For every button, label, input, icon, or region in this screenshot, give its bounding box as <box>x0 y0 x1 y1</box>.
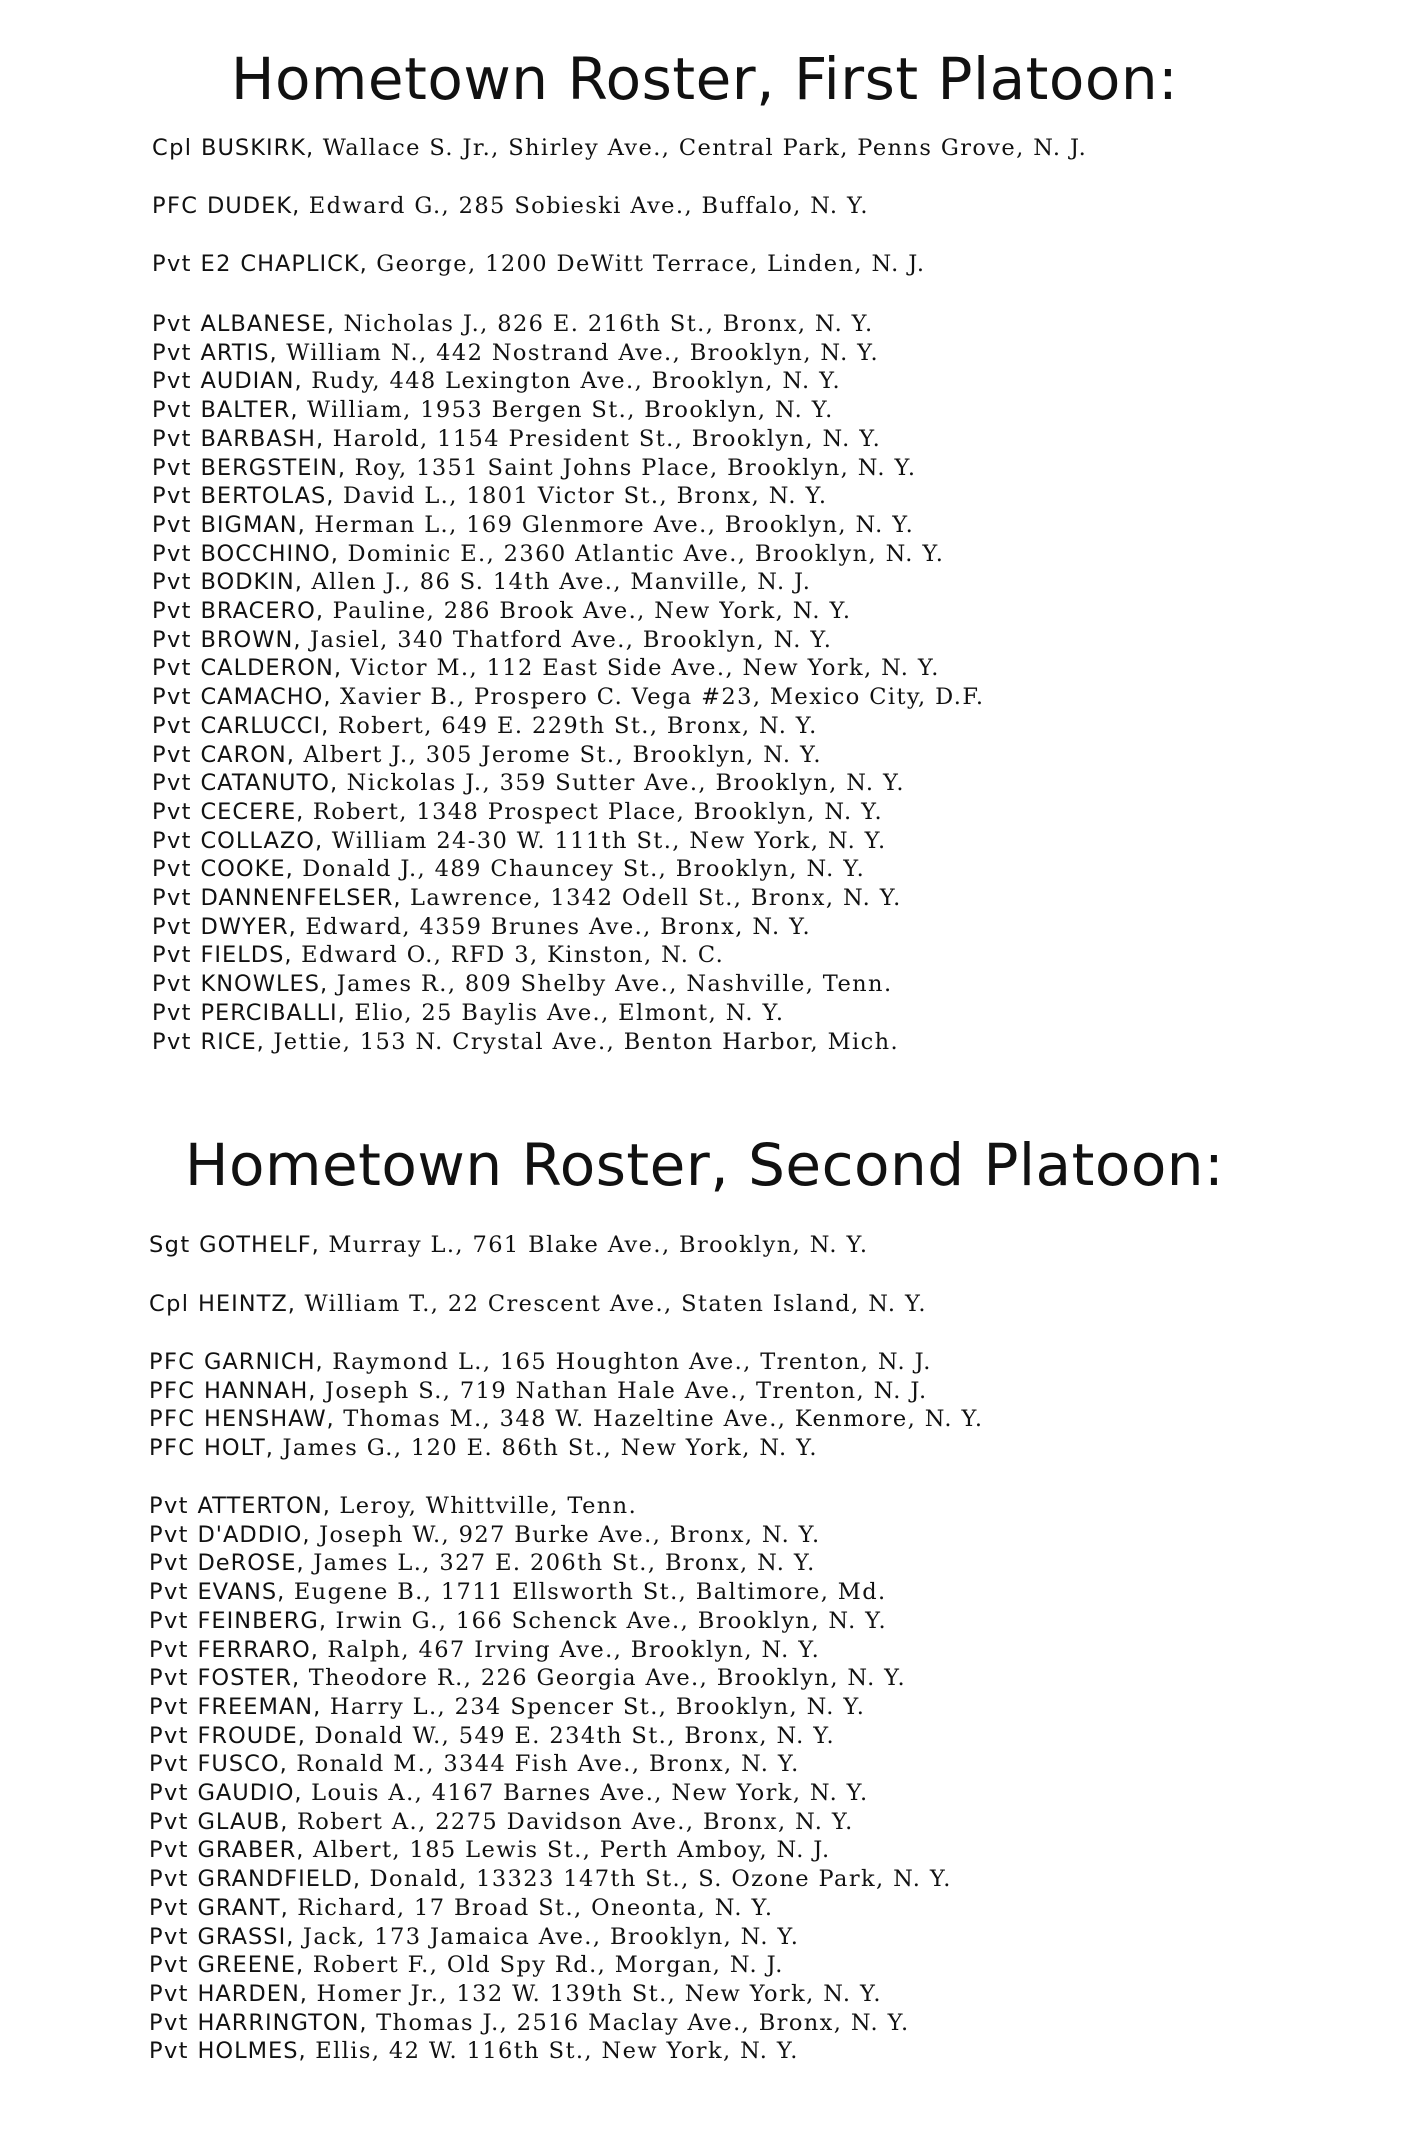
rank: Pvt <box>152 626 192 653</box>
address-details: Albert J., 305 Jerome St., Brooklyn, N. Y. <box>294 741 822 768</box>
roster-entry <box>152 855 865 884</box>
address-details: Donald J., 489 Chauncey St., Brooklyn, N. Y. <box>293 856 866 883</box>
address-details: Nicholas J., 826 E. 216th St., Bronx, N. Y. <box>334 311 874 337</box>
roster-entry <box>149 1980 882 2009</box>
rank: PFC <box>149 1435 196 1462</box>
address-details: Louis A., 4167 Barnes Ave., New York, N. Y. <box>302 1780 869 1806</box>
surname: COOKE, <box>200 856 294 883</box>
surname: FOSTER, <box>197 1665 301 1692</box>
rank: PFC <box>152 193 199 219</box>
surname: BODKIN, <box>200 569 303 596</box>
roster-entry <box>149 1549 816 1578</box>
address-details: Wallace S. Jr., Shirley Ave., Central Park, Penns Grove, N. J. <box>314 135 1088 161</box>
roster-entry <box>152 827 887 856</box>
address-details: Thomas J., 2516 Maclay Ave., Bronx, N. Y. <box>367 2009 910 2036</box>
roster-entry <box>152 511 914 540</box>
rank: Pvt <box>152 942 192 969</box>
rank: Pvt <box>152 999 192 1026</box>
roster-entry <box>152 741 822 770</box>
rank: Pvt <box>149 1780 189 1806</box>
roster-entry <box>149 2037 799 2066</box>
address-details: Jasiel, 340 Thatford Ave., Brooklyn, N. Y. <box>301 626 833 653</box>
address-details: Herman L., 169 Glenmore Ave., Brooklyn, N. Y. <box>305 511 915 538</box>
surname: BARBASH, <box>200 425 325 452</box>
address-details: Albert, 185 Lewis St., Perth Amboy, N. J. <box>304 1837 831 1864</box>
surname: HANNAH, <box>203 1377 317 1404</box>
roster-entry <box>149 1521 821 1550</box>
address-details: Raymond L., 165 Houghton Ave., Trenton, N. J. <box>323 1349 932 1375</box>
roster-entry <box>152 913 811 942</box>
address-details: Dominic E., 2360 Atlantic Ave., Brooklyn, N. Y. <box>338 540 945 567</box>
surname: GARNICH, <box>203 1349 324 1375</box>
rank: PFC <box>149 1349 196 1375</box>
roster-entry <box>149 1377 928 1406</box>
surname: BOCCHINO, <box>200 540 339 567</box>
rank: Pvt <box>152 913 192 940</box>
surname: D'ADDIO, <box>197 1521 311 1548</box>
address-details: Jack, 173 Jamaica Ave., Brooklyn, N. Y. <box>294 1923 800 1950</box>
roster-entry <box>152 396 834 425</box>
roster-entry <box>152 339 879 368</box>
address-details: Robert F., Old Spy Rd., Morgan, N. J. <box>304 1952 784 1979</box>
surname: ALBANESE, <box>200 311 335 337</box>
rank: Pvt <box>152 569 192 596</box>
roster-entry <box>152 367 841 396</box>
roster-entry <box>149 1865 952 1894</box>
address-details: Nickolas J., 359 Sutter Ave., Brooklyn, N. Y. <box>338 770 905 797</box>
rank: Pvt <box>152 741 192 768</box>
roster-entry <box>149 1722 835 1751</box>
address-details: William T., 22 Crescent Ave., Staten Island, N. Y. <box>295 1291 927 1317</box>
roster-entry <box>152 884 902 913</box>
surname: CHAPLICK, <box>240 251 368 277</box>
surname: DANNENFELSER, <box>200 885 402 911</box>
address-details: Joseph W., 927 Burke Ave., Bronx, N. Y. <box>310 1521 821 1548</box>
rank: Pvt <box>149 1751 189 1778</box>
surname: DUDEK, <box>206 193 301 219</box>
surname: ARTIS, <box>200 339 278 366</box>
address-details: Rudy, 448 Lexington Ave., Brooklyn, N. Y. <box>302 368 842 395</box>
address-details: Irwin G., 166 Schenck Ave., Brooklyn, N. Y. <box>326 1607 888 1634</box>
rank: Pvt <box>152 425 192 452</box>
address-details: Eugene B., 1711 Ellsworth St., Baltimore, Md. <box>285 1579 887 1606</box>
address-details: Allen J., 86 S. 14th Ave., Manville, N. J. <box>302 569 812 596</box>
address-details: Edward O., RFD 3, Kinston, N. C. <box>292 942 725 969</box>
surname: HOLMES, <box>197 2038 307 2065</box>
second-platoon-heading: Hometown Roster, Second Platoon: <box>184 1131 1225 1199</box>
rank: Pvt <box>152 540 192 567</box>
rank: Pvt <box>149 1665 189 1692</box>
rank: Pvt <box>149 1952 189 1979</box>
address-details: Richard, 17 Broad St., Oneonta, N. Y. <box>288 1894 774 1921</box>
rank: Pvt <box>152 770 192 797</box>
rank: Pvt <box>149 1521 189 1548</box>
rank: Pvt <box>152 971 192 998</box>
rank: Pvt <box>152 798 192 825</box>
roster-entry <box>152 597 851 626</box>
roster-entry <box>152 712 818 741</box>
rank: Pvt <box>149 1866 189 1893</box>
surname: CAMACHO, <box>200 684 332 711</box>
roster-entry <box>149 1808 854 1837</box>
address-details: Xavier B., Prospero C. Vega #23, Mexico City, D.F. <box>331 684 985 711</box>
address-details: Murray L., 761 Blake Ave., Brooklyn, N. Y. <box>319 1232 869 1258</box>
address-details: Robert, 649 E. 229th St., Bronx, N. Y. <box>329 712 818 739</box>
address-details: George, 1200 DeWitt Terrace, Linden, N. J. <box>367 251 926 277</box>
rank: Pvt <box>152 885 192 911</box>
surname: CECERE, <box>200 798 305 825</box>
roster-entry <box>149 1750 800 1779</box>
rank: Pvt <box>152 684 192 711</box>
surname: FUSCO, <box>197 1751 288 1778</box>
rank: PFC <box>149 1406 196 1433</box>
rank: Pvt <box>149 2009 189 2036</box>
rank: Pvt <box>152 598 192 624</box>
address-details: Leroy, Whittville, Tenn. <box>330 1493 638 1519</box>
rank: Pvt <box>149 1493 189 1519</box>
address-details: Robert A., 2275 Davidson Ave., Bronx, N. Y. <box>288 1808 854 1835</box>
roster-entry <box>152 626 832 655</box>
roster-entry <box>152 941 724 970</box>
rank: Pvt <box>152 397 192 424</box>
address-details: Lawrence, 1342 Odell St., Bronx, N. Y. <box>401 885 902 911</box>
address-details: William 24-30 W. 111th St., New York, N. Y. <box>323 827 887 854</box>
rank: Pvt <box>149 1607 189 1634</box>
rank: Pvt <box>152 368 192 395</box>
roster-entry <box>152 134 1087 163</box>
address-details: Donald W., 549 E. 234th St., Bronx, N. Y. <box>305 1722 836 1749</box>
surname: HEINTZ, <box>198 1291 296 1317</box>
address-details: Ralph, 467 Irving Ave., Brooklyn, N. Y. <box>318 1636 821 1663</box>
surname: DeROSE, <box>197 1550 305 1577</box>
surname: HARDEN, <box>197 1980 308 2007</box>
address-details: Donald, 13323 147th St., S. Ozone Park, N. Y. <box>360 1866 952 1893</box>
roster-entry <box>149 1779 869 1808</box>
rank: Cpl <box>152 135 193 161</box>
rank: Pvt <box>152 483 192 510</box>
rank: Pvt <box>152 827 192 854</box>
surname: ATTERTON, <box>197 1493 331 1519</box>
rank: Pvt <box>152 454 192 481</box>
surname: EVANS, <box>197 1579 286 1606</box>
rank: Sgt <box>149 1232 191 1258</box>
rank: Pvt <box>149 1837 189 1864</box>
address-details: David L., 1801 Victor St., Bronx, N. Y. <box>334 483 828 510</box>
roster-entry <box>152 540 944 569</box>
roster-entry <box>152 310 874 339</box>
address-details: Ronald M., 3344 Fish Ave., Bronx, N. Y. <box>287 1751 800 1778</box>
surname: HARRINGTON, <box>197 2009 368 2036</box>
address-details: Thomas M., 348 W. Hazeltine Ave., Kenmore, N. Y. <box>334 1406 984 1433</box>
address-details: Elio, 25 Baylis Ave., Elmont, N. Y. <box>345 999 785 1026</box>
rank: Pvt E2 <box>152 251 232 277</box>
rank: Pvt <box>149 1980 189 2007</box>
surname: FERRARO, <box>197 1636 319 1663</box>
surname: BRACERO, <box>200 598 325 624</box>
address-details: Roy, 1351 Saint Johns Place, Brooklyn, N. Y. <box>346 454 917 481</box>
rank: Pvt <box>149 1808 189 1835</box>
roster-entry <box>149 1578 887 1607</box>
roster-entry <box>149 1894 773 1923</box>
surname: HENSHAW, <box>203 1406 335 1433</box>
surname: BALTER, <box>200 397 299 424</box>
roster-entry <box>152 454 916 483</box>
surname: CARLUCCI, <box>200 712 330 739</box>
surname: GAUDIO, <box>197 1780 303 1806</box>
surname: GLAUB, <box>197 1808 289 1835</box>
rank: Pvt <box>149 1693 189 1720</box>
rank: Pvt <box>152 339 192 366</box>
roster-entry <box>152 999 784 1028</box>
address-details: James G., 120 E. 86th St., New York, N. Y. <box>273 1435 818 1462</box>
surname: CARON, <box>200 741 295 768</box>
rank: Pvt <box>149 1894 189 1921</box>
surname: GREENE, <box>197 1952 305 1979</box>
surname: GRASSI, <box>197 1923 295 1950</box>
surname: FROUDE, <box>197 1722 306 1749</box>
address-details: Pauline, 286 Brook Ave., New York, N. Y. <box>324 598 852 624</box>
roster-entry <box>149 1492 637 1521</box>
surname: GRANDFIELD, <box>197 1866 361 1893</box>
surname: GRABER, <box>197 1837 305 1864</box>
first-platoon-heading: Hometown Roster, First Platoon: <box>230 45 1179 113</box>
address-details: James R., 809 Shelby Ave., Nashville, Tenn. <box>328 971 893 998</box>
roster-entry <box>149 1836 831 1865</box>
surname: KNOWLES, <box>200 971 329 998</box>
roster-entry <box>152 683 984 712</box>
roster-entry <box>149 1607 887 1636</box>
surname: FREEMAN, <box>197 1693 322 1720</box>
surname: DWYER, <box>200 913 297 940</box>
address-details: Harold, 1154 President St., Brooklyn, N. Y. <box>324 425 882 452</box>
surname: BIGMAN, <box>200 511 306 538</box>
roster-entry <box>149 1664 906 1693</box>
surname: GRANT, <box>197 1894 289 1921</box>
roster-entry <box>149 1348 932 1377</box>
address-details: Robert, 1348 Prospect Place, Brooklyn, N. Y. <box>304 798 884 825</box>
surname: BERGSTEIN, <box>200 454 347 481</box>
roster-entry <box>149 2009 910 2038</box>
roster-entry <box>152 250 926 279</box>
address-details: Harry L., 234 Spencer St., Brooklyn, N. Y. <box>321 1693 866 1720</box>
address-details: Edward G., 285 Sobieski Ave., Buffalo, N. Y. <box>300 193 869 219</box>
rank: Pvt <box>149 1722 189 1749</box>
address-details: James L., 327 E. 206th St., Bronx, N. Y. <box>304 1550 816 1577</box>
roster-entry <box>152 1028 899 1057</box>
roster-entry <box>152 654 940 683</box>
surname: HOLT, <box>203 1435 274 1462</box>
surname: FIELDS, <box>200 942 293 969</box>
rank: Pvt <box>149 1579 189 1606</box>
roster-entry <box>149 1951 784 1980</box>
roster-entry <box>152 425 881 454</box>
address-details: Homer Jr., 132 W. 139th St., New York, N. Y. <box>307 1980 882 2007</box>
surname: BUSKIRK, <box>201 135 315 161</box>
rank: Pvt <box>152 1028 192 1055</box>
surname: CATANUTO, <box>200 770 339 797</box>
roster-entry <box>149 1923 799 1952</box>
roster-entry <box>152 769 905 798</box>
address-details: William, 1953 Bergen St., Brooklyn, N. Y. <box>298 397 834 424</box>
roster-entry <box>149 1405 983 1434</box>
surname: FEINBERG, <box>197 1607 327 1634</box>
surname: BERTOLAS, <box>200 483 335 510</box>
roster-entry <box>149 1636 820 1665</box>
roster-entry <box>149 1693 865 1722</box>
surname: AUDIAN, <box>200 368 303 395</box>
surname: CALDERON, <box>200 655 342 682</box>
address-details: Victor M., 112 East Side Ave., New York, N. Y. <box>341 655 940 682</box>
roster-entry <box>149 1231 868 1260</box>
roster-entry <box>152 970 893 999</box>
surname: BROWN, <box>200 626 302 653</box>
roster-entry <box>149 1290 927 1319</box>
rank: Cpl <box>149 1291 190 1317</box>
rank: Pvt <box>149 1636 189 1663</box>
rank: Pvt <box>152 311 192 337</box>
surname: GOTHELF, <box>199 1232 320 1258</box>
roster-entry <box>152 192 869 221</box>
rank: PFC <box>149 1377 196 1404</box>
rank: Pvt <box>152 655 192 682</box>
address-details: Jettie, 153 N. Crystal Ave., Benton Harbor, Mich. <box>264 1028 900 1055</box>
surname: RICE, <box>200 1028 265 1055</box>
address-details: Theodore R., 226 Georgia Ave., Brooklyn, N. Y. <box>300 1665 907 1692</box>
surname: COLLAZO, <box>200 827 324 854</box>
rank: Pvt <box>152 712 192 739</box>
rank: Pvt <box>149 2038 189 2065</box>
address-details: Ellis, 42 W. 116th St., New York, N. Y. <box>306 2038 799 2065</box>
roster-entry <box>149 1434 818 1463</box>
address-details: William N., 442 Nostrand Ave., Brooklyn, N. Y. <box>277 339 880 366</box>
rank: Pvt <box>152 856 192 883</box>
rank: Pvt <box>152 511 192 538</box>
roster-entry <box>152 568 811 597</box>
rank: Pvt <box>149 1550 189 1577</box>
rank: Pvt <box>149 1923 189 1950</box>
surname: PERCIBALLI, <box>200 999 346 1026</box>
roster-entry <box>152 482 827 511</box>
address-details: Joseph S., 719 Nathan Hale Ave., Trenton, N. J. <box>316 1377 928 1404</box>
roster-entry <box>152 798 883 827</box>
address-details: Edward, 4359 Brunes Ave., Bronx, N. Y. <box>296 913 812 940</box>
